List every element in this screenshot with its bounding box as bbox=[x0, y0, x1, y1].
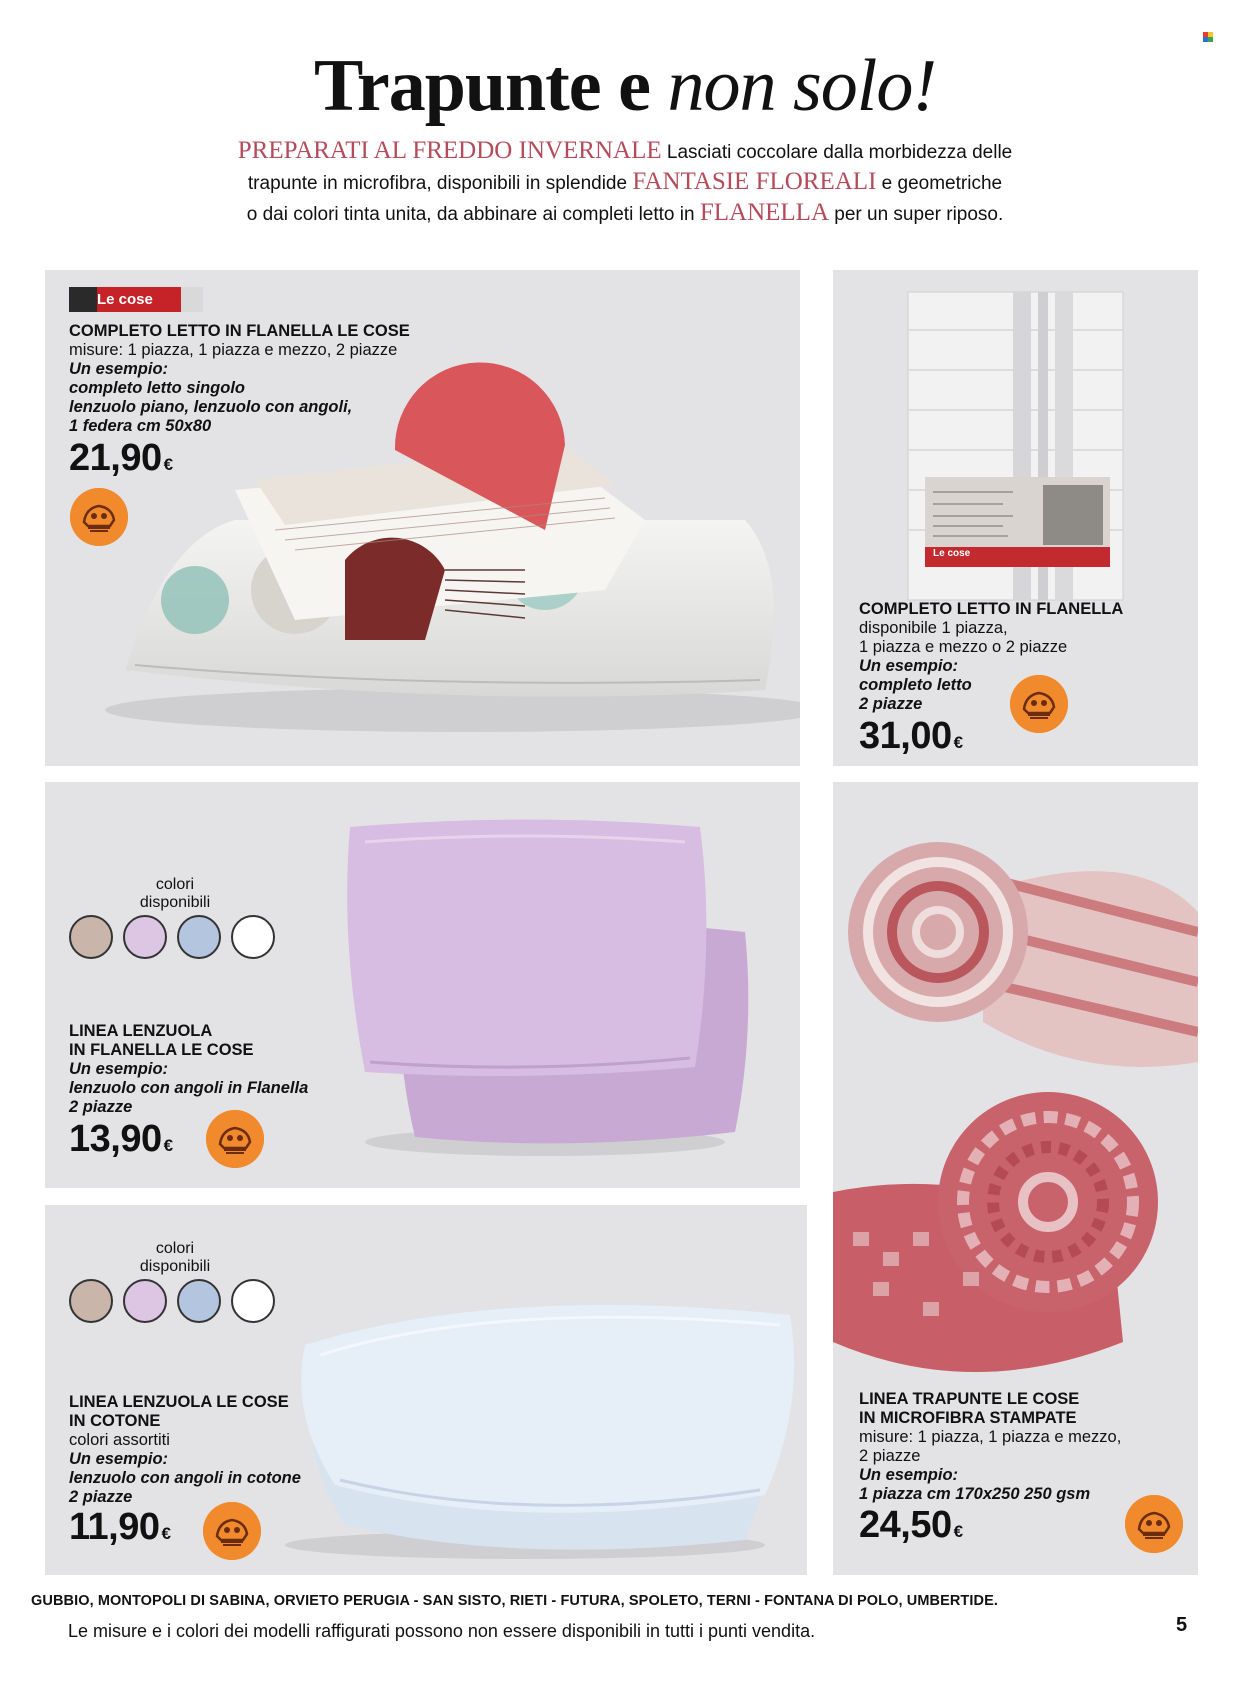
price-currency: € bbox=[953, 1522, 963, 1541]
intro-line-4: o dai colori tinta unita, da abbinare ai completi letto in bbox=[246, 204, 700, 225]
color-swatch-lilac bbox=[123, 915, 167, 959]
product-badge-icon bbox=[206, 1110, 264, 1168]
product-4-price bbox=[69, 1505, 170, 1556]
product-1-example-line: 1 federa cm 50x80 bbox=[69, 417, 212, 435]
product-3-example-label: Un esempio: bbox=[69, 1060, 169, 1078]
colors-label-line: colori bbox=[155, 876, 195, 893]
intro-line-3: e geometriche bbox=[876, 173, 1003, 194]
product-4-title: LINEA LENZUOLA LE COSE bbox=[69, 1393, 289, 1411]
product-2-line: 1 piazza e mezzo o 2 piazze bbox=[859, 638, 1068, 656]
product-1-title: COMPLETO LETTO IN FLANELLA LE COSE bbox=[69, 322, 410, 340]
color-swatch-blue bbox=[177, 1279, 221, 1323]
le-cose-logo: Le cose bbox=[69, 287, 203, 312]
product-4-example-label: Un esempio: bbox=[69, 1450, 169, 1468]
store-list: GUBBIO, MONTOPOLI DI SABINA, ORVIETO PERUGIA - SAN SISTO, RIETI - FUTURA, SPOLETO, TERNI - FONTANA DI POLO, UMBERTIDE. bbox=[31, 1593, 998, 1609]
intro-line-2: trapunte in microfibra, disponibili in splendide bbox=[247, 173, 633, 194]
color-swatch-beige bbox=[69, 1279, 113, 1323]
colors-available-label bbox=[110, 876, 240, 912]
product-5-title: IN MICROFIBRA STAMPATE bbox=[859, 1409, 1077, 1427]
colors-label-line: colori bbox=[155, 1240, 195, 1257]
product-4-title: IN COTONE bbox=[69, 1412, 161, 1430]
product-5-example-label: Un esempio: bbox=[859, 1466, 959, 1484]
colors-label-line: disponibili bbox=[139, 894, 211, 911]
color-swatch-blue bbox=[177, 915, 221, 959]
title-italic: non solo! bbox=[667, 45, 936, 127]
intro-highlight-2: FANTASIE FLOREALI bbox=[632, 168, 877, 195]
product-5-title: LINEA TRAPUNTE LE COSE bbox=[859, 1390, 1080, 1408]
product-badge-icon bbox=[203, 1502, 261, 1560]
intro-text bbox=[150, 136, 1100, 229]
product-3-example-line: lenzuolo con angoli in Flanella bbox=[69, 1079, 309, 1097]
product-5-price bbox=[859, 1503, 963, 1554]
product-1-line: misure: 1 piazza, 1 piazza e mezzo, 2 piazze bbox=[69, 341, 398, 359]
price-value: 31,00 bbox=[859, 715, 952, 757]
product-2-example-line: completo letto bbox=[859, 676, 972, 694]
product-badge-icon bbox=[70, 488, 128, 546]
title-bold: Trapunte e bbox=[313, 45, 650, 127]
price-currency: € bbox=[163, 455, 173, 474]
product-5-line: misure: 1 piazza, 1 piazza e mezzo, bbox=[859, 1428, 1122, 1446]
price-value: 24,50 bbox=[859, 1504, 952, 1546]
product-2-line: disponibile 1 piazza, bbox=[859, 619, 1008, 637]
colors-available-label bbox=[110, 1240, 240, 1276]
product-1-example-line: completo letto singolo bbox=[69, 379, 245, 397]
product-4-text bbox=[69, 1393, 399, 1507]
color-swatch-white bbox=[231, 915, 275, 959]
product-1-price bbox=[69, 436, 173, 487]
product-5-text bbox=[859, 1390, 1189, 1504]
product-5-line: 2 piazze bbox=[859, 1447, 921, 1465]
product-3-title: LINEA LENZUOLA bbox=[69, 1022, 213, 1040]
product-3-price bbox=[69, 1117, 173, 1168]
product-4-line: colori assortiti bbox=[69, 1431, 170, 1449]
price-currency: € bbox=[953, 733, 963, 752]
color-swatch-white bbox=[231, 1279, 275, 1323]
color-swatch-lilac bbox=[123, 1279, 167, 1323]
product-2-example-label: Un esempio: bbox=[859, 657, 959, 675]
product-2-price bbox=[859, 714, 963, 765]
product-4-example-line: lenzuolo con angoli in cotone bbox=[69, 1469, 301, 1487]
intro-highlight-1: PREPARATI AL FREDDO INVERNALE bbox=[237, 137, 662, 164]
intro-line-5: per un super riposo. bbox=[829, 204, 1004, 225]
intro-line-1: Lasciati coccolare dalla morbidezza delle bbox=[661, 142, 1013, 163]
colors-label-line: disponibili bbox=[139, 1258, 211, 1275]
corner-mark-icon bbox=[1203, 32, 1213, 42]
product-3-title: IN FLANELLA LE COSE bbox=[69, 1041, 254, 1059]
product-4-example-line: 2 piazze bbox=[69, 1488, 133, 1506]
price-currency: € bbox=[161, 1524, 171, 1543]
product-3-text bbox=[69, 1022, 399, 1117]
page-number: 5 bbox=[1176, 1614, 1188, 1636]
product-2-title: COMPLETO LETTO IN FLANELLA bbox=[859, 600, 1124, 618]
product-2-example-line: 2 piazze bbox=[859, 695, 923, 713]
price-value: 21,90 bbox=[69, 437, 162, 479]
product-badge-icon bbox=[1125, 1495, 1183, 1553]
product-1-example-line: lenzuolo piano, lenzuolo con angoli, bbox=[69, 398, 353, 416]
color-swatch-beige bbox=[69, 915, 113, 959]
price-value: 13,90 bbox=[69, 1118, 162, 1160]
product-1-text bbox=[69, 322, 489, 436]
disclaimer-note: Le misure e i colori dei modelli raffigurati possono non essere disponibili in tutti i punti vendita. bbox=[68, 1621, 816, 1641]
page-title bbox=[0, 42, 1250, 130]
intro-highlight-3: FLANELLA bbox=[699, 199, 829, 226]
product-1-example-label: Un esempio: bbox=[69, 360, 169, 378]
price-currency: € bbox=[163, 1136, 173, 1155]
price-value: 11,90 bbox=[69, 1506, 160, 1548]
product-3-example-line: 2 piazze bbox=[69, 1098, 133, 1116]
product-5-example-line: 1 piazza cm 170x250 250 gsm bbox=[859, 1485, 1091, 1503]
package-brand-label: Le cose bbox=[933, 548, 971, 559]
product-badge-icon bbox=[1010, 675, 1068, 733]
